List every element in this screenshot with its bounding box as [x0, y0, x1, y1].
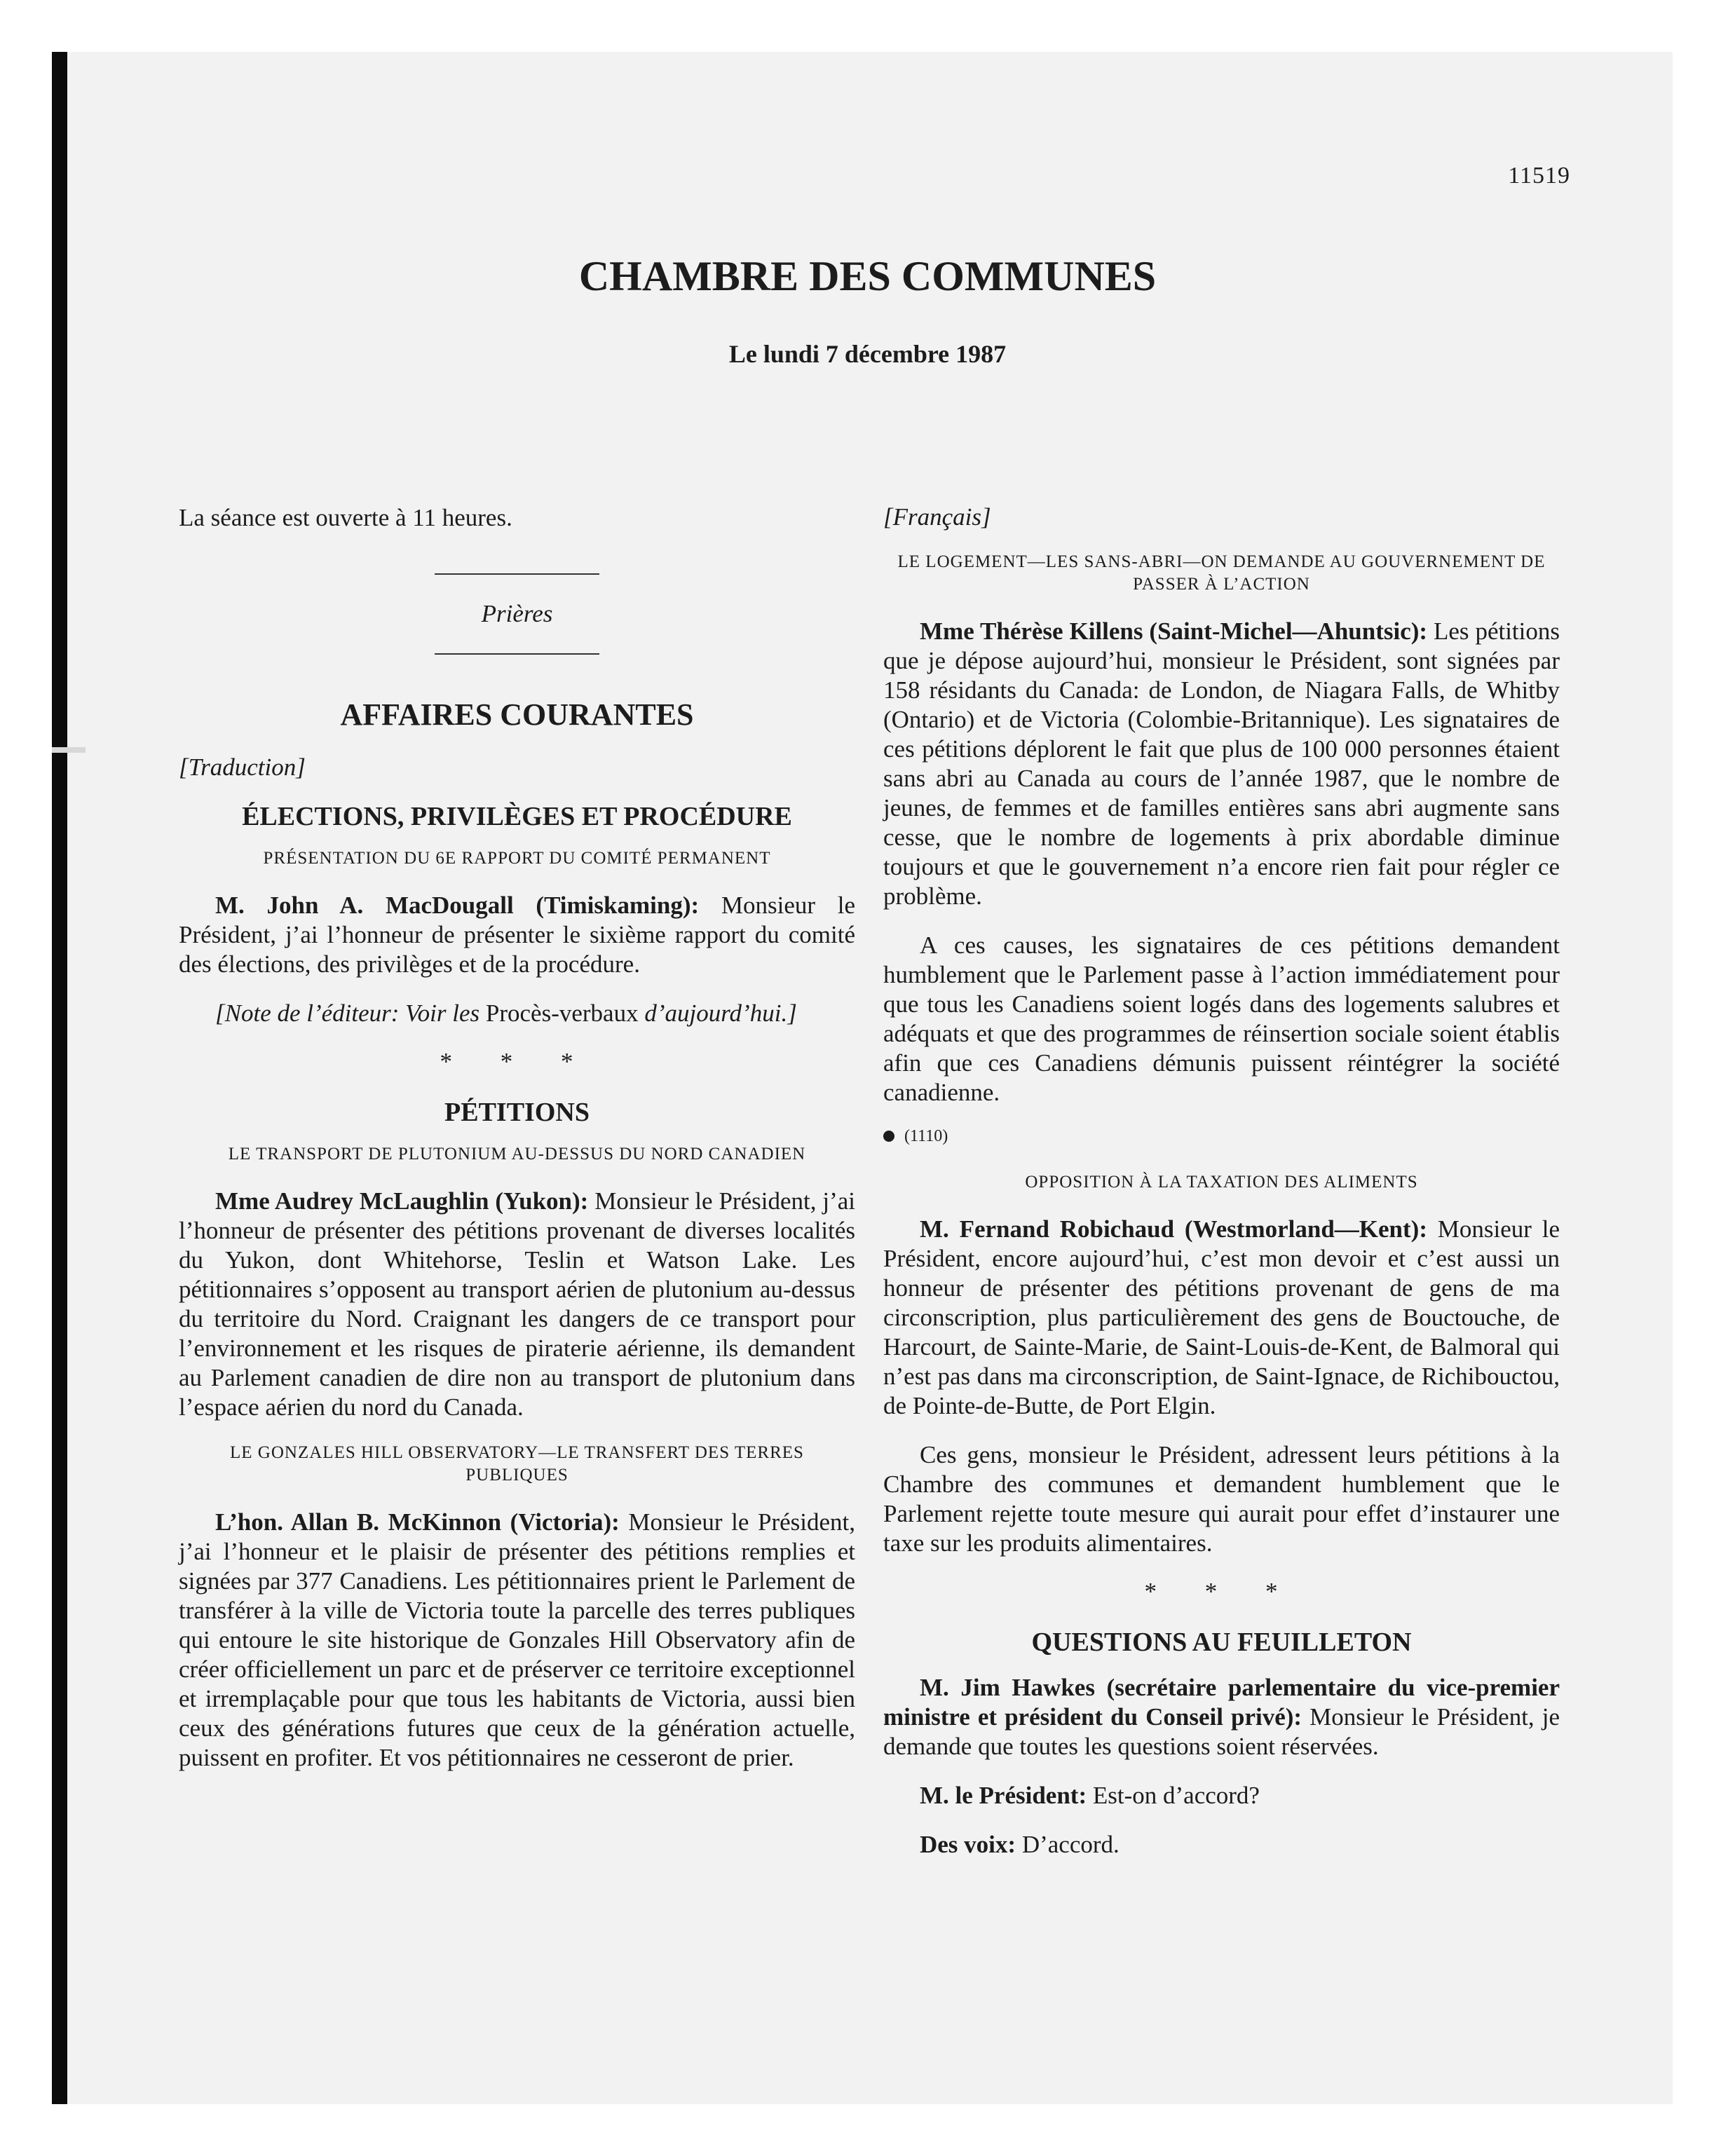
time-marker	[883, 1127, 1560, 1146]
editor-note	[179, 999, 855, 1028]
paragraph-killens	[883, 617, 1560, 911]
right-column	[883, 503, 1560, 1879]
speech-text: Monsieur le Président, je demande que toutes les questions soient réservées.	[883, 1703, 1560, 1760]
paragraph-hawkes	[883, 1673, 1560, 1761]
topic-heading-rapport: PRÉSENTATION DU 6E RAPPORT DU COMITÉ PERMANENT	[263, 849, 771, 868]
left-column	[179, 503, 855, 1792]
divider-rule	[435, 653, 599, 655]
section-separator: * * *	[440, 1048, 594, 1075]
section-separator: * * *	[1144, 1578, 1299, 1605]
note-reference: Procès-verbaux	[485, 999, 639, 1027]
speaker-name: L’hon. Allan B. McKinnon (Victoria):	[215, 1508, 620, 1536]
speaker-name: Des voix:	[920, 1831, 1016, 1858]
document-title: CHAMBRE DES COMMUNES	[578, 253, 1157, 299]
document-date: Le lundi 7 décembre 1987	[728, 340, 1007, 368]
speaker-name: M. Fernand Robichaud (Westmorland—Kent):	[920, 1215, 1427, 1243]
paragraph-president	[883, 1781, 1560, 1810]
paragraph-killens-2: A ces causes, les signataires de ces pétitions demandent humblement que le Parlement passe à l’action immédiatement pour que tous les Canadiens soient logés dans des logements salubres et adéquats et que des programmes de réinsertion sociale soient établis afin que ces Canadiens démunis puissent réintégrer la société canadienne.	[883, 932, 1560, 1106]
paragraph-robichaud-2: Ces gens, monsieur le Président, adressent leurs pétitions à la Chambre des communes et demandent humblement que le Parlement rejette toute mesure qui aurait pour effet d’instaurer une taxe sur les produits alimentaires.	[883, 1441, 1560, 1557]
speech-text: Monsieur le Président, j’ai l’honneur de présenter le sixième rapport du comité des élections, des privilèges et de la procédure.	[179, 892, 856, 978]
scan-notch	[52, 747, 86, 753]
speaker-name: Mme Thérèse Killens (Saint-Michel—Ahuntsic):	[920, 618, 1428, 645]
note-text: d’aujourd’hui.]	[638, 999, 797, 1027]
section-heading-affaires: AFFAIRES COURANTES	[340, 697, 694, 732]
topic-heading-plutonium: LE TRANSPORT DE PLUTONIUM AU-DESSUS DU NORD CANADIEN	[228, 1145, 806, 1164]
paragraph-robichaud	[883, 1215, 1560, 1421]
subsection-heading-petitions: PÉTITIONS	[444, 1098, 590, 1127]
speaker-name: M. John A. MacDougall (Timiskaming):	[215, 892, 700, 919]
paragraph-mclaughlin	[179, 1187, 855, 1422]
language-tag: [Traduction]	[179, 753, 306, 781]
note-text: [Note de l’éditeur: Voir les	[215, 999, 486, 1027]
speech-text: D’accord.	[1016, 1831, 1120, 1858]
speaker-name: Mme Audrey McLaughlin (Yukon):	[215, 1187, 589, 1215]
prayers-label: Prières	[481, 600, 553, 627]
paragraph-mckinnon	[179, 1508, 855, 1773]
subsection-heading-elections: ÉLECTIONS, PRIVILÈGES ET PROCÉDURE	[242, 802, 792, 831]
speech-text: Est-on d’accord?	[1087, 1782, 1260, 1809]
subsection-heading-questions: QUESTIONS AU FEUILLETON	[1031, 1628, 1412, 1657]
speech-text: Monsieur le Président, j’ai l’honneur et le plaisir de présenter des pétitions remplies et signées par 377 Canadiens. Les pétitionnaires prient le Parlement de transférer à la ville de Victoria toute la parcelle des terres publiques qui entoure le site historique de Gonzales Hill Observatory afin de créer officiellement un parc et de préserver ce territoire exceptionnel et irremplaçable pour que tous les habitants de Victoria, aussi bien ceux des générations futures que ceux de la génération actuelle, puissent en profiter. Et vos pétitionnaires ne cesseront de prier.	[179, 1508, 855, 1771]
paragraph-voices	[883, 1830, 1560, 1860]
page-number: 11519	[1508, 163, 1570, 189]
speaker-name: M. Jim Hawkes (secrétaire parlementaire du vice-premier ministre et président du Conseil privé):	[883, 1674, 1560, 1731]
speech-text: Monsieur le Président, encore aujourd’hui, c’est mon devoir et c’est aussi un honneur de présenter des pétitions provenant de gens de ma circonscription, plus particulièrement des gens de Bouctouche, de Harcourt, de Sainte-Marie, de Saint-Louis-de-Kent, de Balmoral qui n’est pas dans ma circonscription, de Saint-Ignace, de Richibouctou, de Pointe-de-Butte, de Port Elgin.	[883, 1215, 1560, 1419]
topic-heading-taxation: OPPOSITION À LA TAXATION DES ALIMENTS	[1025, 1173, 1418, 1192]
language-tag: [Français]	[883, 503, 991, 531]
opening-line: La séance est ouverte à 11 heures.	[179, 504, 512, 531]
paragraph-macdougall	[179, 891, 855, 979]
speaker-name: M. le Président:	[920, 1782, 1087, 1809]
speech-text: Monsieur le Président, j’ai l’honneur de présenter des pétitions provenant de diverses localités du Yukon, dont Whitehorse, Teslin et Watson Lake. Les pétitionnaires s’opposent au transport aérien de plutonium au-dessus du territoire du Nord. Craignant les dangers de ce transport pour l’environnement et les risques de piraterie aérienne, ils demandent au Parlement canadien de dire non au transport de plutonium dans l’espace aérien du nord du Canada.	[179, 1187, 855, 1421]
speech-text: Les pétitions que je dépose aujourd’hui, monsieur le Président, sont signées par 158 résidants du Canada: de London, de Niagara Falls, de Whitby (Ontario) et de Victoria (Colombie-Britannique). Les signataires de ces pétitions déplorent le fait que plus de 100 000 personnes étaient sans abri au Canada au cours de l’année 1987, que le nombre de jeunes, de femmes et de familles entières sans abri augmente sans cesse, que le nombre de logements à prix abordable diminue toujours et que le gouvernement n’a encore rien fait pour régler ce problème.	[883, 618, 1560, 910]
bullet-dot-icon	[883, 1131, 894, 1142]
divider-rule	[435, 573, 599, 575]
time-stamp: (1110)	[904, 1127, 948, 1145]
topic-heading-gonzales: LE GONZALES HILL OBSERVATORY—LE TRANSFERT DES TERRES PUBLIQUES	[230, 1443, 804, 1485]
topic-heading-logement: LE LOGEMENT—LES SANS-ABRI—ON DEMANDE AU GOUVERNEMENT DE PASSER À L’ACTION	[897, 552, 1546, 594]
